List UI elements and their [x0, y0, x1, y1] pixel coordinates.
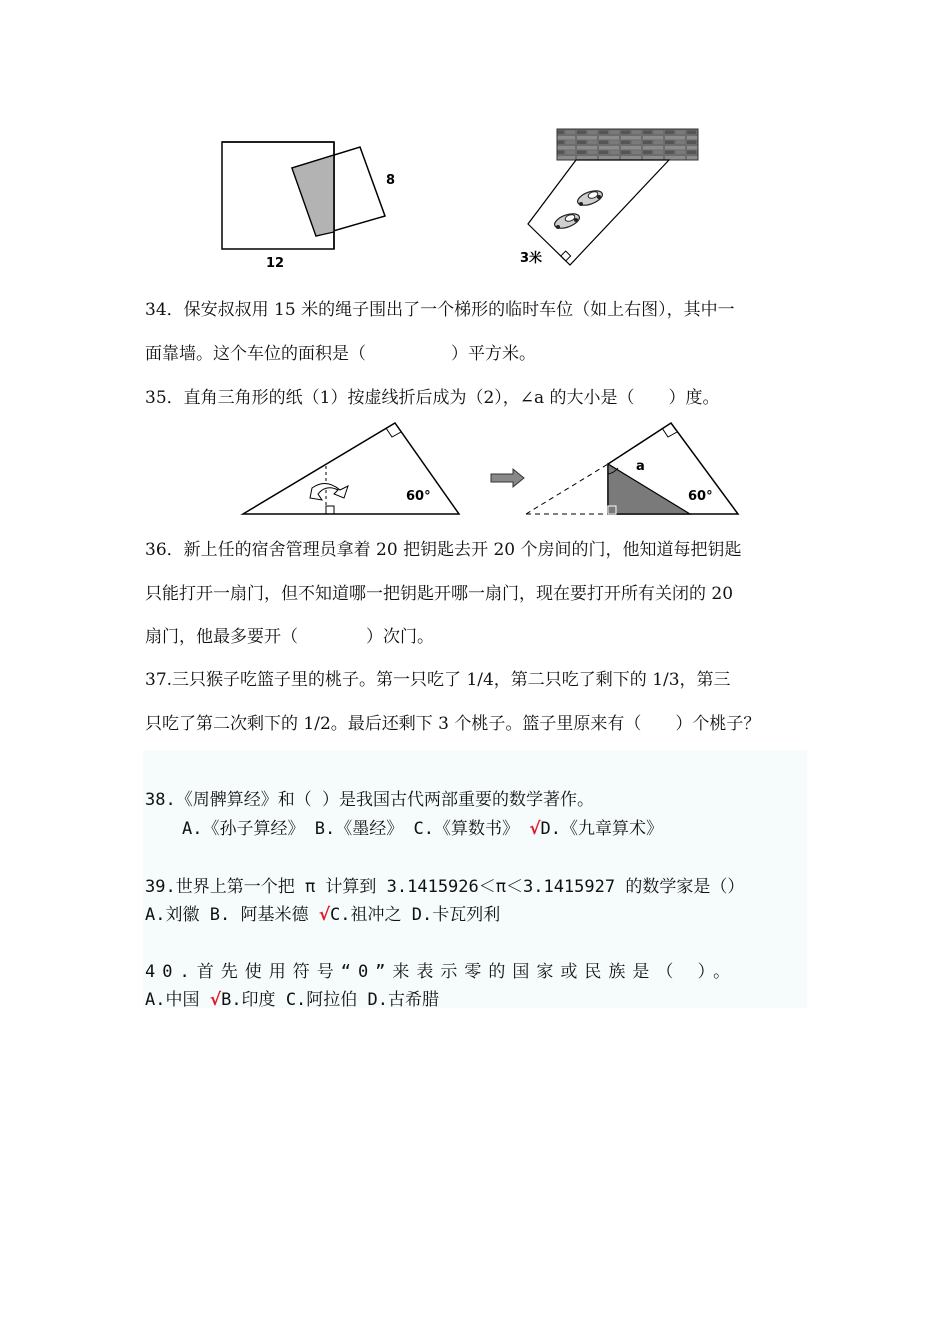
square-side-label-12: 12 [265, 256, 285, 271]
check-mark-icon: √ [318, 905, 331, 925]
q40-option-a: A.中国 [145, 990, 200, 1010]
q34-line2: 面靠墙。这个车位的面积是（ ）平方米。 [145, 344, 536, 364]
q37-line2: 只吃了第二次剩下的 1/2。最后还剩下 3 个桃子。篮子里原来有（ ）个桃子？ [145, 714, 761, 734]
car-icon [576, 188, 605, 208]
q34-line1: 34．保安叔叔用 15 米的绳子围出了一个梯形的临时车位（如上右图），其中一 [145, 300, 735, 320]
check-mark-icon: √ [209, 990, 222, 1010]
q39-option-a: A.刘徽 [145, 905, 200, 925]
q39-option-b: B. 阿基米德 [209, 905, 309, 925]
check-mark-icon: √ [529, 819, 541, 839]
q38-stem: 38.《周髀算经》和（ ）是我国古代两部重要的数学著作。 [145, 790, 594, 810]
parking-spot-figure [510, 125, 710, 270]
triangle-fold-figure [238, 418, 748, 520]
q38-option-b: B.《墨经》 [314, 819, 404, 839]
q35-text: 35．直角三角形的纸（1）按虚线折后成为（2），∠a 的大小是（ ）度。 [145, 388, 720, 408]
angle-60-label-2: 60° [688, 489, 713, 504]
q39-option-c: C.祖冲之 [330, 905, 402, 925]
q38-option-a: A.《孙子算经》 [182, 819, 305, 839]
q38-options [182, 814, 663, 839]
q40-options [145, 985, 439, 1010]
parking-width-label: 3米 [520, 251, 543, 266]
q36-line3: 扇门，他最多要开（ ）次门。 [145, 627, 434, 647]
q39-options [145, 900, 500, 925]
q40-option-c: C.阿拉伯 [285, 990, 358, 1010]
square-side-label-8: 8 [386, 173, 396, 188]
q40-option-b: B.印度 [221, 990, 276, 1010]
q38-option-c: C.《算数书》 [413, 819, 519, 839]
overlapping-squares-figure [210, 128, 410, 273]
q40-stem: 40.首先使用符号“0”来表示零的国家或民族是（ ）。 [145, 962, 738, 982]
q39-option-d: D.卡瓦列利 [411, 905, 501, 925]
q36-line2: 只能打开一扇门，但不知道哪一把钥匙开哪一扇门，现在要打开所有关闭的 20 [145, 584, 734, 604]
q37-line1: 37.三只猴子吃篮子里的桃子。第一只吃了 1/4，第二只吃了剩下的 1/3，第三 [145, 670, 731, 690]
angle-60-label-1: 60° [406, 489, 431, 504]
angle-a-label: a [636, 459, 645, 474]
q40-option-d: D.古希腊 [367, 990, 440, 1010]
wall [557, 129, 698, 160]
q38-option-d: D.《九章算术》 [540, 819, 664, 839]
q39-stem: 39.世界上第一个把 π 计算到 3.1415926＜π＜3.1415927 的数学家是（） [145, 877, 745, 897]
q36-line1: 36．新上任的宿舍管理员拿着 20 把钥匙去开 20 个房间的门，他知道每把钥匙 [145, 540, 742, 560]
car-icon [553, 211, 582, 231]
